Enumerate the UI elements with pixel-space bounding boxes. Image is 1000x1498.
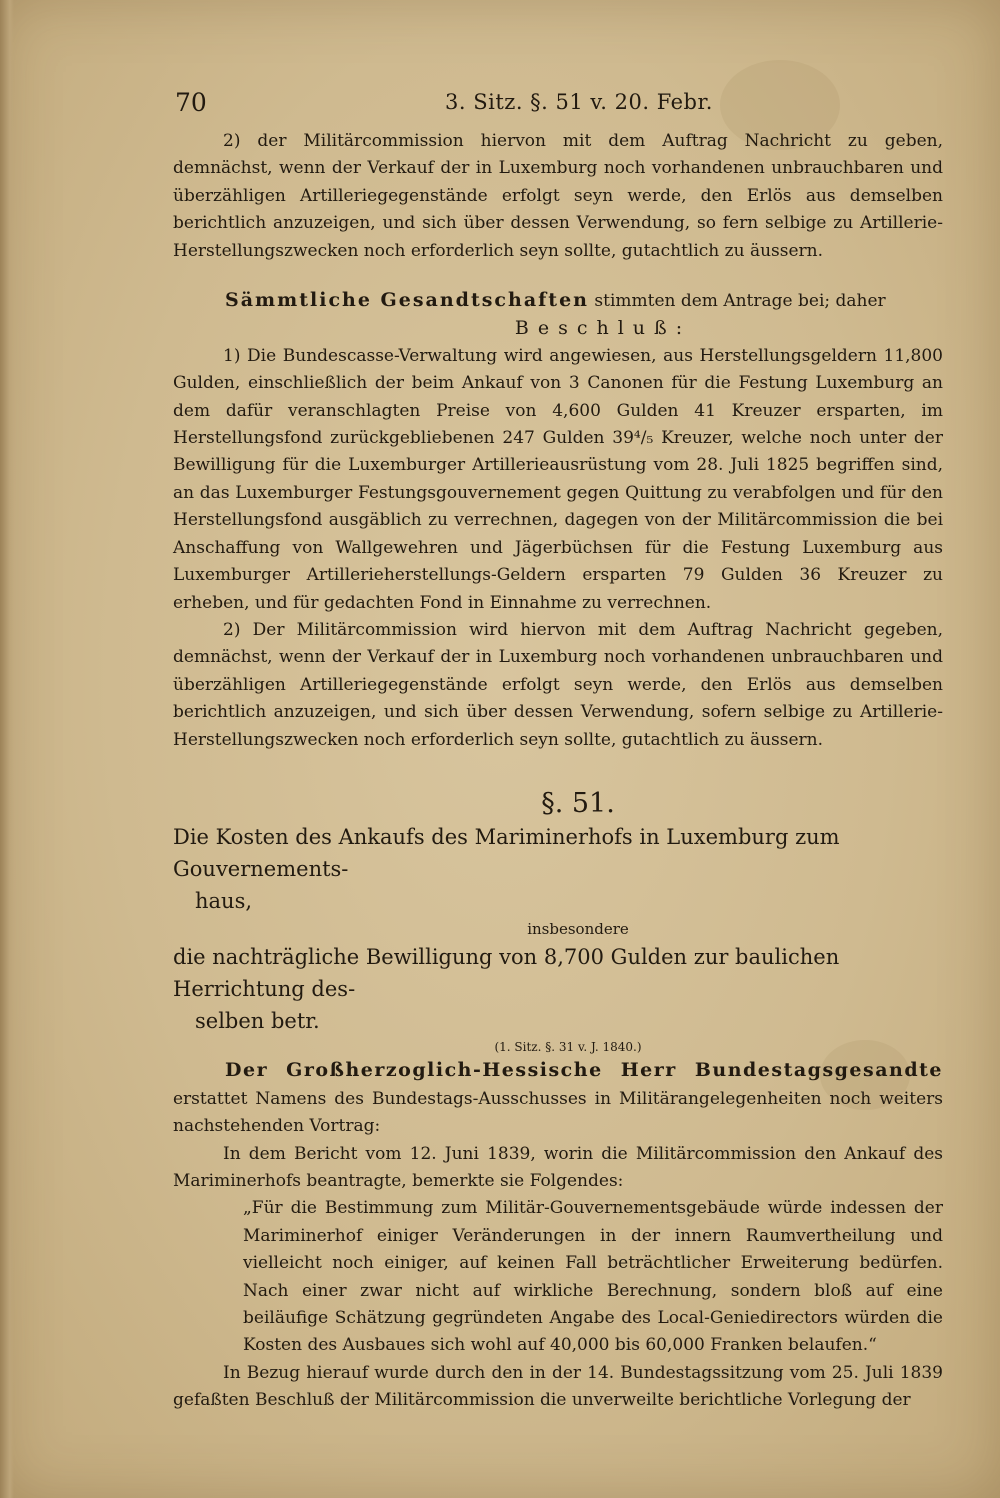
report-paragraph: In dem Bericht vom 12. Juni 1839, worin die Militärcommission den Ankauf des Mariminerhofs beantragte, bemerkte sie Folgendes:: [173, 1143, 943, 1191]
agreement-paragraph: [173, 287, 943, 315]
final-paragraph: In Bezug hierauf wurde durch den in der 14. Bundestagssitzung vom 25. Juli 1839 gefaßten Beschluß der Militärcommission die unverweilte berichtliche Vorlegung der: [173, 1362, 943, 1411]
intro-item: 2) der Militärcommission hiervon mit dem Auftrag Nachricht zu geben, demnächst, wenn der Verkauf der in Luxemburg noch vorhandenen unbrauchbaren und überzähligen Artilleriegegenstände erfolgt seyn werde, den Erlös aus demselben berichtlich anzuzeigen, und sich über dessen Verwendung, so fern selbige zu Artillerie-Herstellungszwecken noch erforderlich seyn sollte, gutachtlich zu äussern.: [173, 131, 943, 261]
section-title-line-2: haus,: [195, 889, 253, 914]
report-intro-lead: Der Großherzoglich-Hessische Herr Bundestagsgesandte: [225, 1059, 943, 1082]
page-binding-edge: [0, 0, 14, 1498]
resolution-item-1: 1) Die Bundescasse-Verwaltung wird angewiesen, aus Herstellungsgeldern 11,800 Gulden, einschließlich der beim Ankauf von 3 Canonen für die Festung Luxemburg an dem dafür veranschlagten Preise von 4,600 Gulden 41 Kreuzer ersparten, im Herstellungsfond zurückgebliebenen 247 Gulden 39⁴/₅ Kreuzer, welche noch unter der Bewilligung für die Luxemburger Artillerieausrüstung vom 28. Juli 1825 begriffen sind, an das Luxemburger Festungsgouvernement gegen Quittung zu verabfolgen und für den Herstellungsfond ausgäblich zu verrechnen, dagegen von der Militärcommission die bei Anschaffung von Wallgewehren und Jägerbüchsen für die Festung Luxemburg aus Luxemburger Artillerieherstellungs-Geldern ersparten 79 Gulden 36 Kreuzer zu erheben, und für gedachten Fond in Einnahme zu verrechnen.: [173, 345, 943, 613]
quote-text: „Für die Bestimmung zum Militär-Gouvernementsgebäude würde indessen der Mariminerhof einiger Veränderungen in der innern Raumvertheilung und vielleicht noch einiger, auf keinen Fall beträchtlicher Erweiterung bedürfen. Nach einer zwar nicht auf wirkliche Berechnung, sondern bloß auf eine beiläufige Schätzung gegründeten Angabe des Local-Geniedirectors würden die Kosten des Ausbaues sich wohl auf 40,000 bis 60,000 Franken belaufen.“: [243, 1198, 943, 1356]
resolution-item-2: 2) Der Militärcommission wird hiervon mit dem Auftrag Nachricht gegeben, demnächst, wenn der Verkauf der in Luxemburg noch vorhandenen unbrauchbaren und überzähligen Artilleriegegenstände erfolgt seyn werde, den Erlös aus demselben berichtlich anzuzeigen, und sich über dessen Verwendung, sofern selbige zu Artillerie-Herstellungszwecken noch erforderlich seyn sollte, gutachtlich zu äussern.: [173, 619, 943, 750]
page-number: 70: [175, 88, 207, 117]
resolution-heading: Beschluß:: [514, 317, 692, 340]
report-intro-rest: erstattet Namens des Bundestags-Ausschusses in Militärangelegenheiten noch weiters nachstehenden Vortrag:: [173, 1088, 943, 1137]
running-head: 3. Sitz. §. 51 v. 20. Febr.: [445, 90, 713, 114]
section-title-line-3: die nachträgliche Bewilligung von 8,700 Gulden zur baulichen Herrichtung des-: [173, 945, 840, 1002]
section-citation: (1. Sitz. §. 31 v. J. 1840.): [494, 1040, 642, 1055]
section-insbesondere: insbesondere: [527, 920, 629, 939]
section-number: §. 51.: [541, 787, 615, 819]
page-header: [175, 88, 945, 124]
agreement-rest: stimmten dem Antrage bei; daher: [594, 291, 886, 312]
report-intro: [173, 1057, 943, 1140]
section-title: [173, 821, 943, 1037]
section-title-line-1: Die Kosten des Ankaufs des Mariminerhofs in Luxemburg zum Gouvernements-: [173, 825, 840, 882]
body-text: [173, 128, 943, 1415]
section-title-line-4: selben betr.: [195, 1009, 320, 1034]
agreement-lead: Sämmtliche Gesandtschaften: [225, 289, 589, 312]
quote-block: [173, 1195, 943, 1359]
